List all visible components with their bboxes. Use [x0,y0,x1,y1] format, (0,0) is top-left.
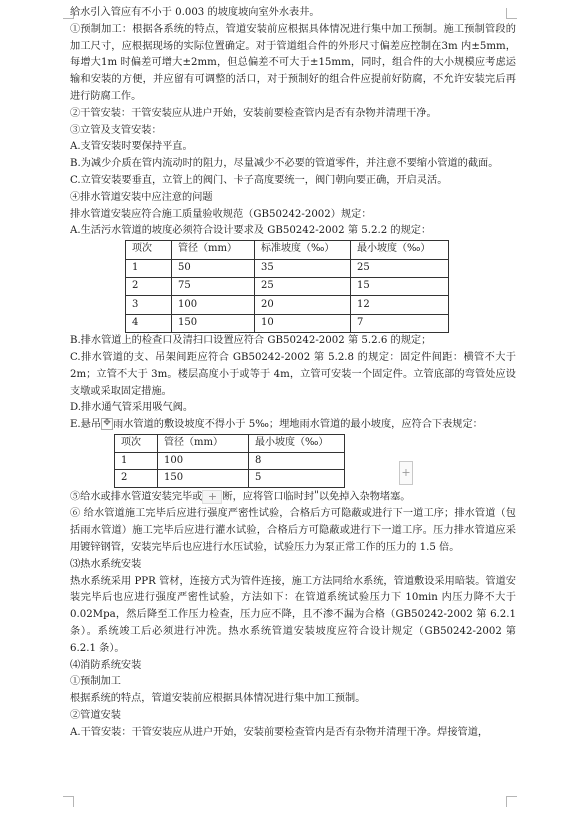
list-item-b: B.为减少介质在管内流动时的阻力，尽量减少不必要的管道零件，并注意不要缩小管道的截面。 [70,158,499,170]
table-row [126,259,449,277]
text-run: 雨水管道的敷设坡度不得小于 5‰；埋地雨水管道的最小坡度，应符合下表规定： [113,419,483,431]
list-item-b-cleanout: B.排水管道上的检查口及清扫口设置应符合 GB50242-2002 第 5.2.6 的规定； [70,335,432,347]
table-header-cell[interactable]: 项次 [126,241,172,259]
heading-drainage: ④排水管道安装中应注意的问题 [70,191,213,203]
heading-prefab: ①预制加工 [70,676,121,688]
table-cell[interactable]: 10 [255,314,351,332]
table-move-handle-icon[interactable]: ✥ [101,418,113,430]
rain-slope-table[interactable] [114,434,345,488]
list-item-c: C.立管安装要垂直，立管上的阀门、卡子高度要统一，阀门朝向要正确，开启灵活。 [70,174,448,186]
paragraph: 给水引入管应有不小于 0.003 的坡度坡向室外水表井。 [70,7,320,18]
text-run: E.悬吊 [70,419,102,431]
margin-corner-bottom-left [63,796,74,807]
table-cell[interactable]: 150 [172,314,255,332]
paragraph-seal-openings [70,488,516,506]
paragraph-main-pipe: ②干管安装：干管安装应从进户开始，安装前要检查管内是否有杂物并清理干净。 [70,107,437,119]
table-header-cell[interactable]: 管径（mm） [158,434,249,452]
table-cell[interactable]: 1 [115,452,158,470]
table-cell[interactable]: 50 [172,259,255,277]
table-cell[interactable]: 3 [126,296,172,314]
table-header-row [126,241,449,259]
table-cell[interactable]: 15 [351,277,449,295]
paragraph-main-pipe-fire: A.干管安装：干管安装应从进户开始，安装前要检查管内是否有杂物并清理干净。焊接管道， [70,726,489,738]
table-cell[interactable]: 150 [158,470,249,488]
table-cell[interactable]: 35 [255,259,351,277]
table-header-cell[interactable]: 最小坡度（‰） [351,241,449,259]
table-row [115,470,345,488]
heading-fire-system: ⑷消防系统安装 [70,659,142,671]
paragraph-hot-water: 热水系统采用 PPR 管材，连接方式为管件连接，施工方法同给水系统，管道敷设采用暗装。管道安装完毕后也应进行强度严密性试验，方法如下：在管道系统试验压力下 10min 内压力降不大于 0.02Mpa，然后降至工作压力检查，压力应不降，且不渗不漏为合格（GB50242-2002 第 6.2.1 条）。系统竣工后必须进行冲洗。热水系统管道安装坡度应符合设计规定（GB50242-2002 第 6.2.1 条）。 [70,575,516,654]
list-item-a: A.支管安装时要保持平直。 [70,141,193,153]
table-cell[interactable]: 7 [351,314,449,332]
paragraph-prefab: 根据系统的特点，管道安装前应根据具体情况进行集中加工预制。 [70,693,366,705]
table-cell[interactable]: 2 [115,470,158,488]
table-header-cell[interactable]: 管径（mm） [172,241,255,259]
table-cell[interactable]: 5 [249,470,345,488]
paragraph-drainage-spec: 排水管道安装应符合施工质量验收规范（GB50242-2002）规定： [70,208,372,220]
table-cell[interactable]: 12 [351,296,449,314]
heading-pipe-install: ②管道安装 [70,710,121,722]
table-cell[interactable]: 25 [255,277,351,295]
margin-corner-bottom-right [506,796,517,807]
table-cell[interactable]: 25 [351,259,449,277]
table-header-row [115,434,345,452]
table-row [126,277,449,295]
rain-slope-table-wrapper [114,434,516,488]
text-run: 以免掉入杂物堵塞。 [318,491,411,503]
table-cell[interactable]: 75 [172,277,255,295]
text-cursor-mark: " [314,488,319,505]
table-cell[interactable]: 20 [255,296,351,314]
table-cell[interactable]: 8 [249,452,345,470]
table-cell[interactable]: 100 [172,296,255,314]
table-header-cell[interactable]: 项次 [115,434,158,452]
heading-riser-branch: ③立管及支管安装： [70,124,162,136]
heading-hot-water: ⑶热水系统安装 [70,558,142,570]
table-cell[interactable]: 1 [126,259,172,277]
paragraph-pressure-test: ⑥ 给水管道施工完毕后应进行强度严密性试验，合格后方可隐蔽或进行下一道工序；排水管道（包括雨水管道）施工完毕后应进行灌水试验，合格后方可隐蔽或进行下一道工序。压力排水管道应采用镀锌钢管，安装完毕后也应进行水压试验，试验压力为泵正常工作的压力的 1.5 倍。 [70,508,516,554]
add-column-button[interactable]: + [399,461,413,485]
list-item-d: D.排水通气管采用吸气阀。 [70,402,194,414]
text-run: 断，应将管口临时封 [222,491,315,503]
table-row [126,296,449,314]
table-row [126,314,449,332]
table-cell[interactable]: 100 [158,452,249,470]
document-body[interactable] [70,5,516,742]
list-item-a-slope: A.生活污水管道的坡度必须符合设计要求及 GB50242-2002 第 5.2.2 的规定： [70,225,432,237]
table-header-cell[interactable]: 标准坡度（‰） [255,241,351,259]
table-row [115,452,345,470]
add-row-button[interactable]: + [202,490,222,504]
text-run: ⑤给水或排水管道安装完毕或 [70,491,203,503]
table-cell[interactable]: 2 [126,277,172,295]
list-item-c-supports: C.排水管道的支、吊架间距应符合 GB50242-2002 第 5.2.8 的规定：固定件间距：横管不大于 2m；立管不大于 3m。楼层高度小于或等于 4m，立管可安装一个固定件。立管底部的弯管处应设支墩或采取固定措施。 [70,351,516,397]
list-item-e [70,417,516,434]
table-cell[interactable]: 4 [126,314,172,332]
paragraph-prefabrication: ①预制加工：根据各系统的特点，管道安装前应根据具体情况进行集中加工预制。施工预制管段的加工尺寸，应根据现场的实际位置确定。对于管道组合件的外形尺寸偏差应控制在3m 内±5mm，每增大1m 时偏差可增大±2mm，但总偏差不可大于±15mm，同时，组合件的大小规模应考虑运输和安装的方便，并应留有可调整的活口，对于预制好的组合件应提前好防腐，不允许安装完后再进行防腐工作。 [70,23,516,102]
slope-table[interactable] [125,240,449,333]
table-header-cell[interactable]: 最小坡度（‰） [249,434,345,452]
